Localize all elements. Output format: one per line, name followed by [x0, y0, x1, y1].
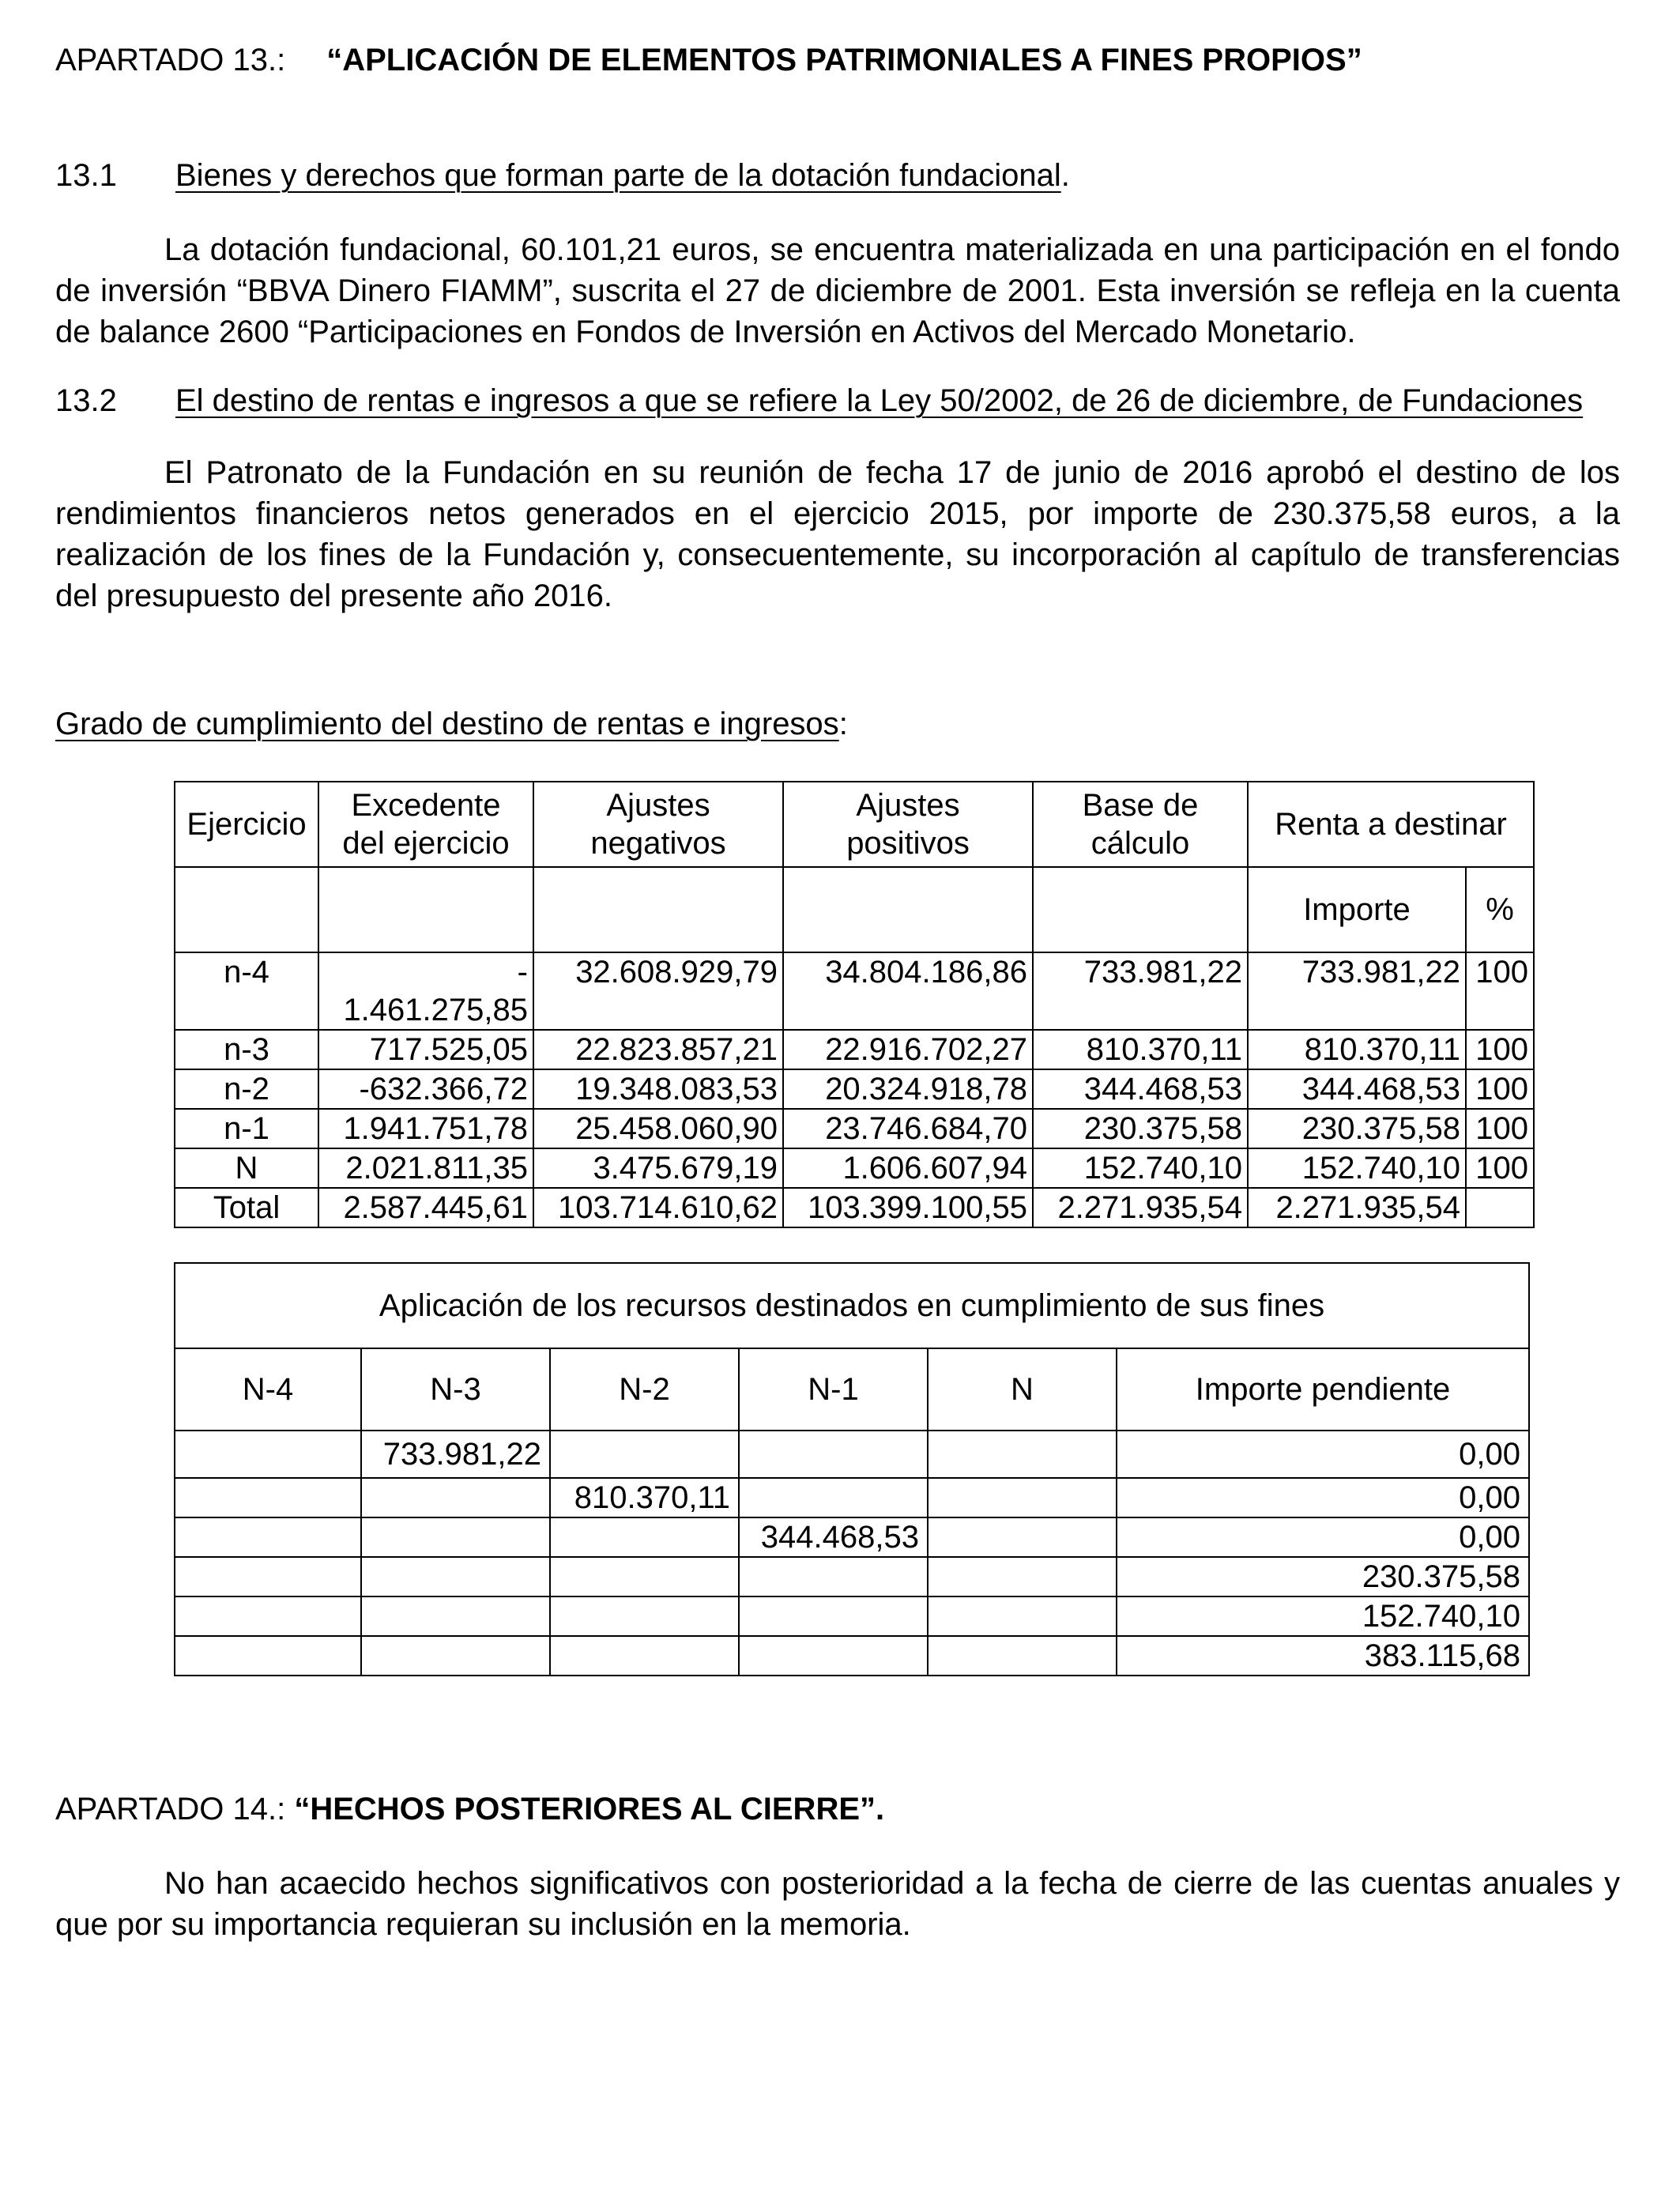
cell-porcentaje: 100	[1466, 1069, 1534, 1109]
cell-base-calculo: 344.468,53	[1033, 1069, 1248, 1109]
cell	[361, 1596, 550, 1636]
cell-ajustes-positivos: 34.804.186,86	[783, 952, 1033, 1030]
cell-base-calculo: 2.271.935,54	[1033, 1188, 1248, 1227]
table-total-row	[175, 1188, 1534, 1227]
cell-ajustes-negativos: 22.823.857,21	[533, 1030, 783, 1069]
cell-ajustes-negativos: 32.608.929,79	[533, 952, 783, 1030]
cell-ajustes-positivos: 22.916.702,27	[783, 1030, 1033, 1069]
cell	[928, 1557, 1117, 1596]
cell	[175, 1557, 361, 1596]
paragraph-dotacion: La dotación fundacional, 60.101,21 euros, se encuentra materializada en una participación en el fondo de inversión “BBVA Dinero FIAMM”, suscrita el 27 de diciembre de 2001. Esta inversión se refleja en la cuenta de balance 2600 “Participaciones en Fondos de Inversión en Activos del Mercado Monetario.	[55, 232, 1620, 349]
section-13-title: “APLICACIÓN DE ELEMENTOS PATRIMONIALES A FINES PROPIOS”	[326, 43, 1362, 77]
blank-cell	[533, 867, 783, 952]
cell	[361, 1636, 550, 1676]
subsection-13-1-number: 13.1	[55, 158, 117, 193]
cell	[928, 1478, 1117, 1517]
header-excedente: Excedente del ejercicio	[318, 782, 533, 867]
cell	[361, 1517, 550, 1557]
table-row	[175, 1517, 1529, 1557]
cell-excedente: 1.941.751,78	[318, 1109, 533, 1148]
table-row	[175, 1636, 1529, 1676]
cell-ajustes-positivos: 1.606.607,94	[783, 1148, 1033, 1188]
table-row	[175, 1030, 1534, 1069]
header-n-3: N-3	[361, 1348, 550, 1431]
cell-importe: 810.370,11	[1248, 1030, 1466, 1069]
cell-importe-pendiente: 230.375,58	[1117, 1557, 1529, 1596]
header-ejercicio: Ejercicio	[175, 782, 318, 867]
header-base-calculo: Base de cálculo	[1033, 782, 1248, 867]
grado-cumplimiento-heading	[55, 705, 848, 743]
cell	[550, 1596, 739, 1636]
section-14-prefix: APARTADO 14.:	[55, 1792, 286, 1826]
subsection-13-1-title: Bienes y derechos que forman parte de la dotación fundacional	[175, 158, 1061, 193]
section-13-heading	[55, 41, 1362, 79]
cell: 344.468,53	[739, 1517, 928, 1557]
cell-importe: 2.271.935,54	[1248, 1188, 1466, 1227]
cell	[739, 1636, 928, 1676]
subsection-13-1-heading	[55, 156, 1070, 194]
cell-porcentaje	[1466, 1188, 1534, 1227]
cell-excedente: - 1.461.275,85	[318, 952, 533, 1030]
cell-ajustes-negativos: 19.348.083,53	[533, 1069, 783, 1109]
cell-ajustes-negativos: 25.458.060,90	[533, 1109, 783, 1148]
cell-importe-pendiente: 152.740,10	[1117, 1596, 1529, 1636]
cell-ejercicio: n-4	[175, 952, 318, 1030]
cell-importe-pendiente: 0,00	[1117, 1431, 1529, 1478]
header-ajustes-positivos: Ajustes positivos	[783, 782, 1033, 867]
cell	[175, 1596, 361, 1636]
table-header-row	[175, 782, 1534, 867]
header-n-2: N-2	[550, 1348, 739, 1431]
cell-porcentaje: 100	[1466, 1030, 1534, 1069]
table-title-row	[175, 1263, 1529, 1348]
paragraph-hechos-posteriores: No han acaecido hechos significativos con posterioridad a la fecha de cierre de las cuentas anuales y que por su importancia requieran su inclusión en la memoria.	[55, 1866, 1620, 1942]
table-row	[175, 1109, 1534, 1148]
cell-ejercicio: n-3	[175, 1030, 318, 1069]
cell	[550, 1557, 739, 1596]
section-14-title: “HECHOS POSTERIORES AL CIERRE”.	[294, 1792, 885, 1826]
cell-ajustes-positivos: 23.746.684,70	[783, 1109, 1033, 1148]
header-ajustes-negativos: Ajustes negativos	[533, 782, 783, 867]
cell-porcentaje: 100	[1466, 1109, 1534, 1148]
cell-ejercicio: n-1	[175, 1109, 318, 1148]
cell	[739, 1478, 928, 1517]
header-porcentaje: %	[1466, 867, 1534, 952]
cell-ajustes-positivos: 20.324.918,78	[783, 1069, 1033, 1109]
cell: 733.981,22	[361, 1431, 550, 1478]
blank-cell	[1033, 867, 1248, 952]
subsection-13-1-title-tail: .	[1060, 158, 1070, 193]
section-13-prefix: APARTADO 13.:	[55, 43, 286, 77]
table-subheader-row	[175, 867, 1534, 952]
cell-excedente: -632.366,72	[318, 1069, 533, 1109]
header-renta-destinar: Renta a destinar	[1248, 782, 1534, 867]
header-n-4: N-4	[175, 1348, 361, 1431]
subsection-13-2-heading	[55, 382, 1620, 420]
blank-cell	[318, 867, 533, 952]
grado-cumplimiento-tail: :	[838, 707, 848, 741]
cell	[175, 1636, 361, 1676]
cell-porcentaje: 100	[1466, 952, 1534, 1030]
cell-importe-pendiente: 0,00	[1117, 1478, 1529, 1517]
paragraph-patronato: El Patronato de la Fundación en su reunión de fecha 17 de junio de 2016 aprobó el destino de los rendimientos financieros netos generados en el ejercicio 2015, por importe de 230.375,58 euros, a la realización de los fines de la Fundación y, consecuentemente, su incorporación al capítulo de transferencias del presupuesto del presente año 2016.	[55, 455, 1620, 613]
subsection-13-2-title: El destino de rentas e ingresos a que se refiere la Ley 50/2002, de 26 de diciembre, de Fundaciones	[175, 383, 1584, 418]
cell-porcentaje: 100	[1466, 1148, 1534, 1188]
cell-importe-pendiente: 383.115,68	[1117, 1636, 1529, 1676]
cell	[739, 1557, 928, 1596]
table-row	[175, 1069, 1534, 1109]
cell-importe: 152.740,10	[1248, 1148, 1466, 1188]
cell	[361, 1557, 550, 1596]
table-row	[175, 1478, 1529, 1517]
cell	[739, 1431, 928, 1478]
cell-base-calculo: 152.740,10	[1033, 1148, 1248, 1188]
table-row	[175, 1557, 1529, 1596]
cell-excedente: 717.525,05	[318, 1030, 533, 1069]
aplicacion-recursos-title: Aplicación de los recursos destinados en cumplimiento de sus fines	[175, 1263, 1529, 1348]
table-row	[175, 952, 1534, 1030]
cell-importe-pendiente: 0,00	[1117, 1517, 1529, 1557]
cell-base-calculo: 810.370,11	[1033, 1030, 1248, 1069]
blank-cell	[783, 867, 1033, 952]
cell-ejercicio: n-2	[175, 1069, 318, 1109]
cell	[175, 1431, 361, 1478]
section-14-heading	[55, 1790, 884, 1828]
cell-importe: 344.468,53	[1248, 1069, 1466, 1109]
grado-cumplimiento-title: Grado de cumplimiento del destino de rentas e ingresos	[55, 707, 839, 741]
subsection-13-2-number: 13.2	[55, 383, 117, 418]
cell-base-calculo: 230.375,58	[1033, 1109, 1248, 1148]
cell-excedente: 2.587.445,61	[318, 1188, 533, 1227]
cell-importe: 230.375,58	[1248, 1109, 1466, 1148]
blank-cell	[175, 867, 318, 952]
destino-rentas-table	[174, 781, 1535, 1228]
cell-ejercicio: N	[175, 1148, 318, 1188]
cell: 810.370,11	[550, 1478, 739, 1517]
table-row	[175, 1431, 1529, 1478]
cell	[361, 1478, 550, 1517]
cell	[175, 1517, 361, 1557]
header-n-1: N-1	[739, 1348, 928, 1431]
aplicacion-recursos-table	[174, 1262, 1530, 1676]
cell	[550, 1517, 739, 1557]
cell-ajustes-negativos: 3.475.679,19	[533, 1148, 783, 1188]
header-importe: Importe	[1248, 867, 1466, 952]
cell	[175, 1478, 361, 1517]
cell	[928, 1517, 1117, 1557]
cell	[739, 1596, 928, 1636]
table-row	[175, 1596, 1529, 1636]
table-header-row	[175, 1348, 1529, 1431]
cell-importe: 733.981,22	[1248, 952, 1466, 1030]
cell-excedente: 2.021.811,35	[318, 1148, 533, 1188]
header-n: N	[928, 1348, 1117, 1431]
cell	[928, 1636, 1117, 1676]
table-row	[175, 1148, 1534, 1188]
cell-ajustes-positivos: 103.399.100,55	[783, 1188, 1033, 1227]
cell-ajustes-negativos: 103.714.610,62	[533, 1188, 783, 1227]
cell-base-calculo: 733.981,22	[1033, 952, 1248, 1030]
cell	[928, 1431, 1117, 1478]
cell-ejercicio: Total	[175, 1188, 318, 1227]
header-importe-pendiente: Importe pendiente	[1117, 1348, 1529, 1431]
cell	[928, 1596, 1117, 1636]
cell	[550, 1636, 739, 1676]
cell	[550, 1431, 739, 1478]
